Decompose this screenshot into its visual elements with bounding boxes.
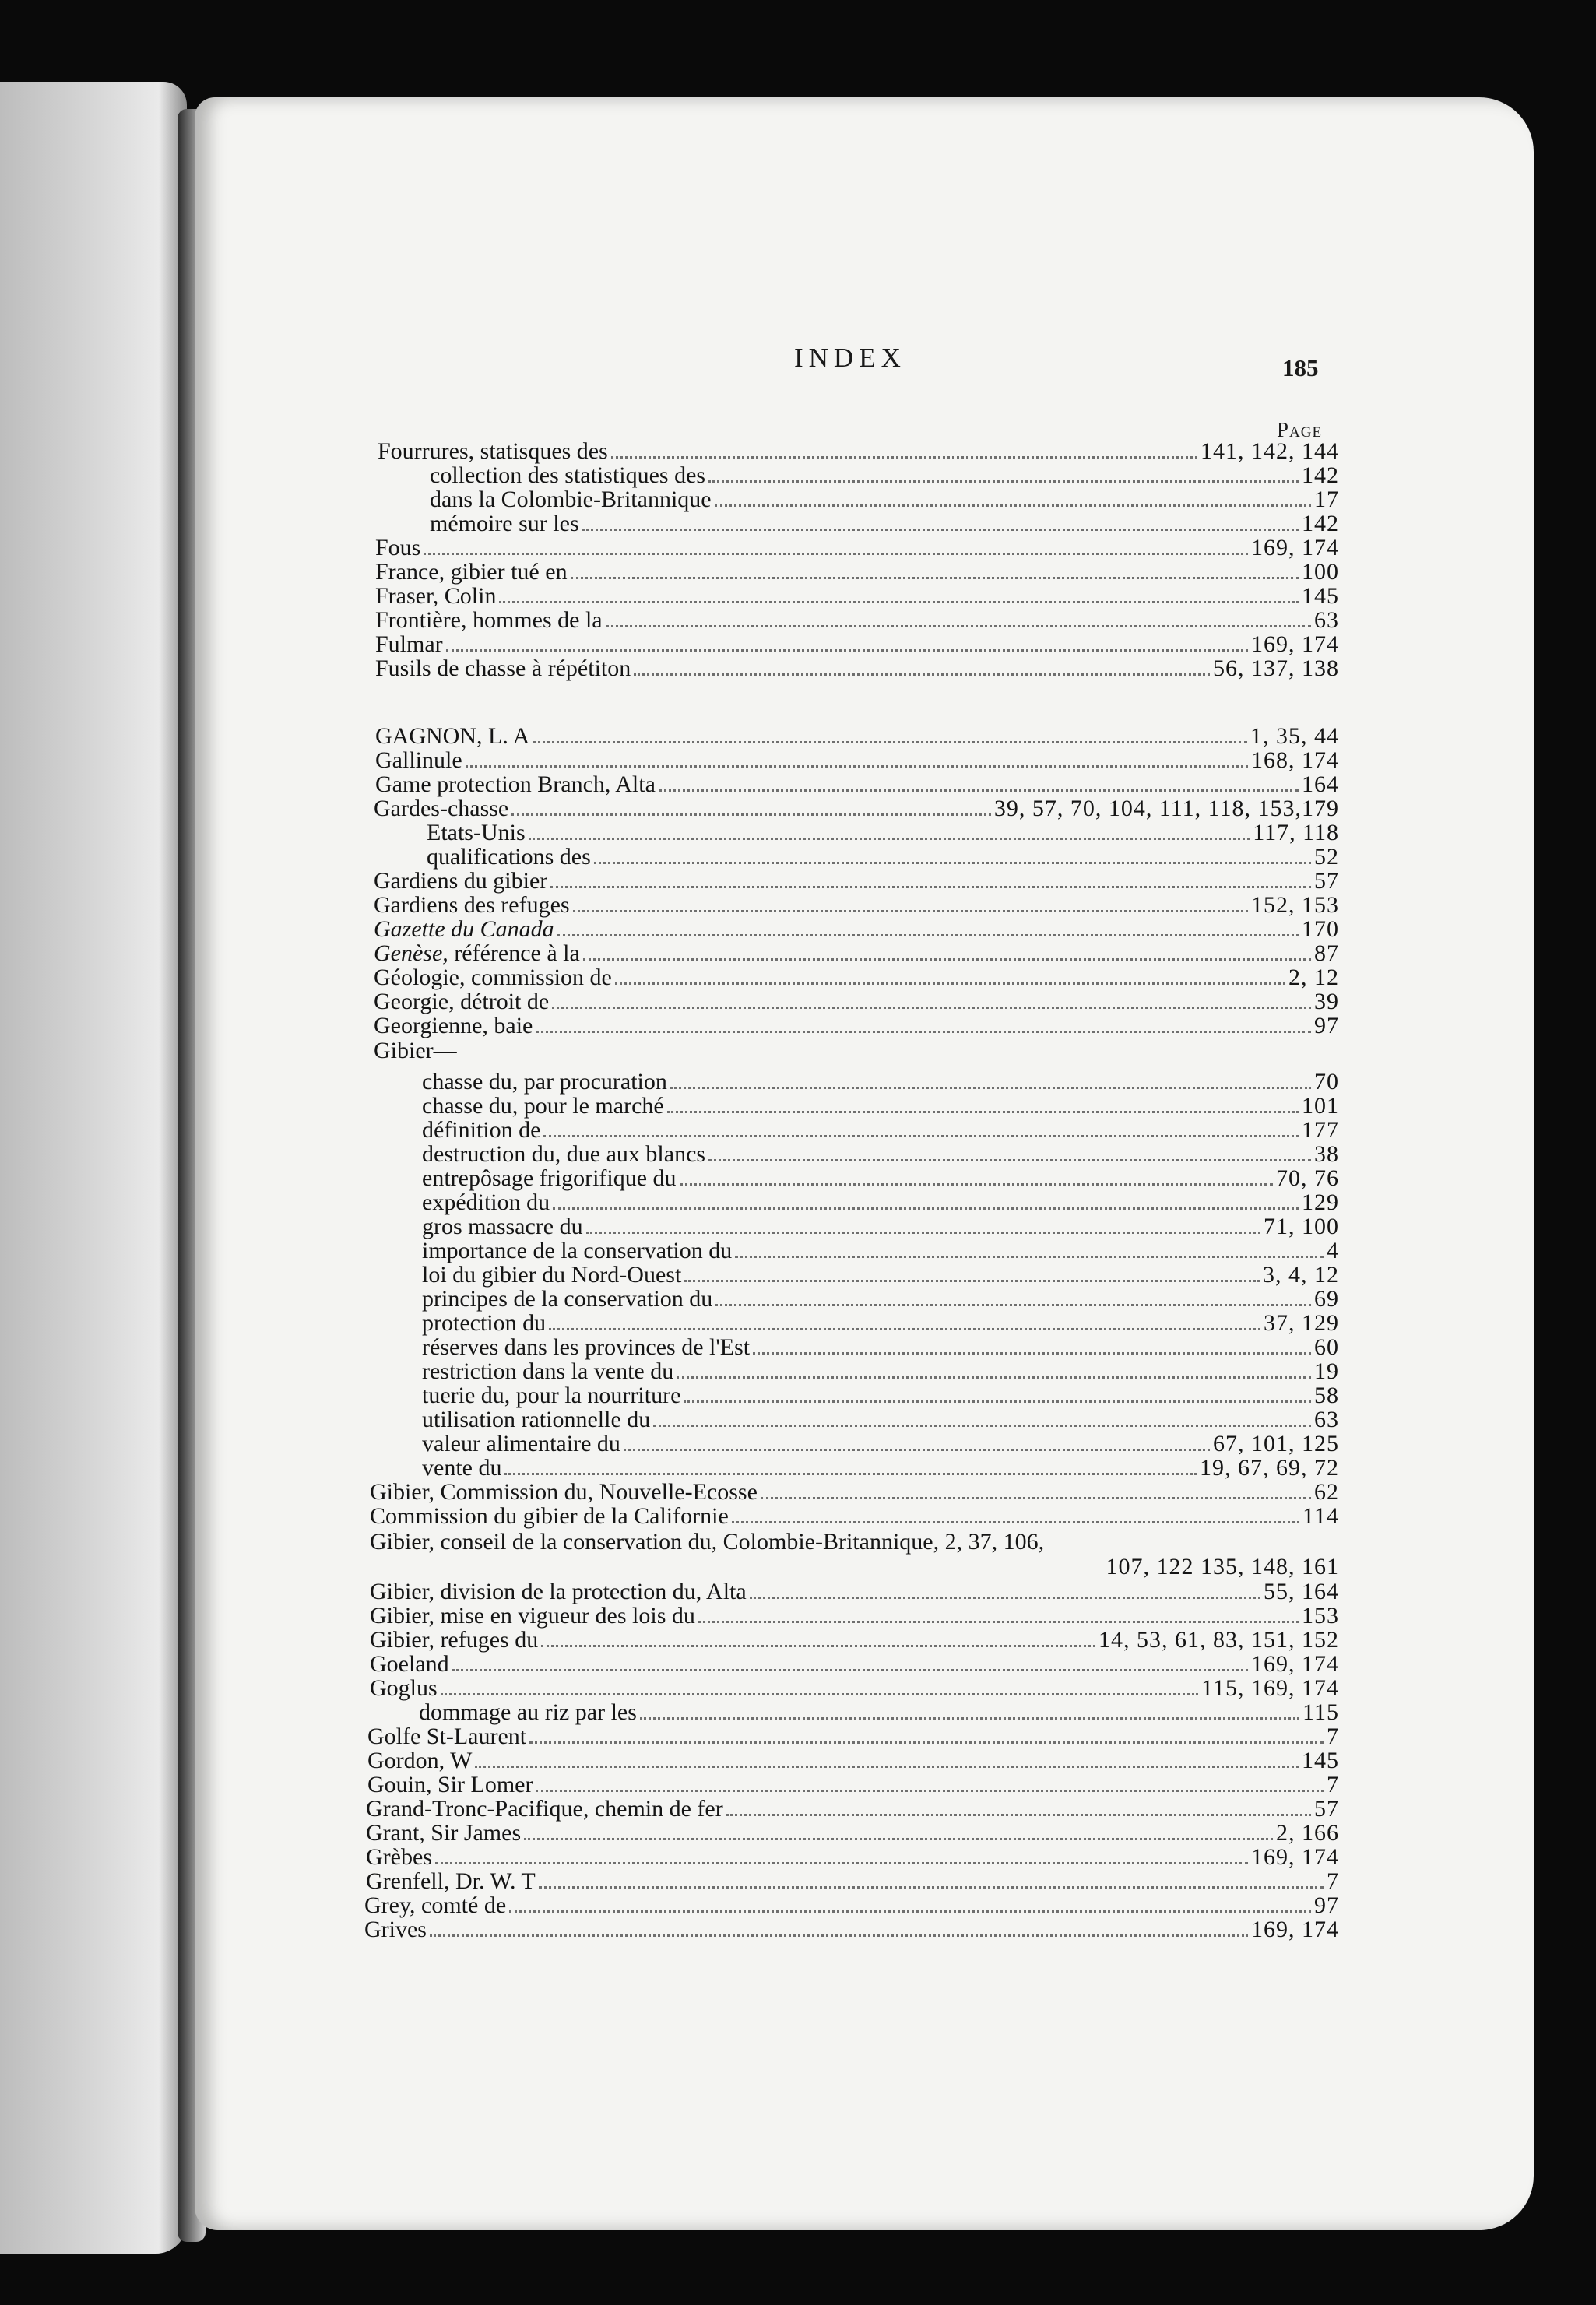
index-entry: Etats-Unis 117, 118 bbox=[427, 820, 1339, 845]
index-entry: Gallinule 168, 174 bbox=[375, 747, 1339, 773]
index-entry: Gibier, conseil de la conservation du, Colombie-Britannique, 2, 37, 106, bbox=[370, 1529, 1045, 1555]
index-entry: Gouin, Sir Lomer 7 bbox=[367, 1772, 1339, 1797]
index-entry: dans la Colombie-Britannique 17 bbox=[430, 487, 1339, 512]
index-entry: Gibier, refuges du 14, 53, 61, 83, 151, 152 bbox=[370, 1627, 1339, 1653]
index-entry: Georgie, détroit de 39 bbox=[374, 989, 1339, 1014]
page-column-label: Page bbox=[1277, 418, 1323, 441]
index-entry: Goeland 169, 174 bbox=[370, 1651, 1339, 1677]
index-entry: Grèbes 169, 174 bbox=[366, 1844, 1339, 1870]
index-entry: réserves dans les provinces de l'Est 60 bbox=[422, 1334, 1339, 1360]
index-entry: Gordon, W 145 bbox=[367, 1748, 1339, 1773]
index-entry: collection des statistiques des 142 bbox=[430, 462, 1339, 488]
index-entry: Fulmar 169, 174 bbox=[375, 631, 1339, 657]
index-entry: Fous 169, 174 bbox=[375, 535, 1339, 560]
index-entry: Fourrures, statisques des 141, 142, 144 bbox=[378, 438, 1339, 464]
index-entry: Genèse, référence à la 87 bbox=[374, 940, 1339, 966]
index-entry: Georgienne, baie 97 bbox=[374, 1013, 1339, 1038]
index-entry: Gardes-chasse 39, 57, 70, 104, 111, 118, 153,179 bbox=[374, 796, 1339, 821]
index-entry: principes de la conservation du 69 bbox=[422, 1286, 1339, 1312]
index-entry: destruction du, due aux blancs 38 bbox=[422, 1141, 1339, 1167]
index-entry: Grenfell, Dr. W. T 7 bbox=[366, 1868, 1339, 1894]
index-entry: Grand-Tronc-Pacifique, chemin de fer 57 bbox=[366, 1796, 1339, 1822]
index-entry: tuerie du, pour la nourriture 58 bbox=[422, 1383, 1339, 1408]
index-entry: expédition du 129 bbox=[422, 1189, 1339, 1215]
index-entry: Géologie, commission de 2, 12 bbox=[374, 965, 1339, 990]
index-entry: importance de la conservation du 4 bbox=[422, 1238, 1339, 1263]
index-entry: Goglus 115, 169, 174 bbox=[370, 1675, 1339, 1701]
index-entry: chasse du, par procuration 70 bbox=[422, 1069, 1339, 1095]
index-entry: Grant, Sir James 2, 166 bbox=[366, 1820, 1339, 1846]
index-entry: valeur alimentaire du 67, 101, 125 bbox=[422, 1431, 1339, 1456]
index-entry: Game protection Branch, Alta 164 bbox=[375, 771, 1339, 797]
index-entry: loi du gibier du Nord-Ouest 3, 4, 12 bbox=[422, 1262, 1339, 1288]
index-entry: qualifications des 52 bbox=[427, 844, 1339, 870]
index-entry: utilisation rationnelle du 63 bbox=[422, 1407, 1339, 1432]
index-entry: entrepôsage frigorifique du 70, 76 bbox=[422, 1165, 1339, 1191]
index-entry: restriction dans la vente du 19 bbox=[422, 1358, 1339, 1384]
index-entry: gros massacre du 71, 100 bbox=[422, 1214, 1339, 1239]
index-entry: Frontière, hommes de la 63 bbox=[375, 607, 1339, 633]
index-entry: Grives 169, 174 bbox=[364, 1917, 1339, 1942]
index-entry: Gibier, mise en vigueur des lois du 153 bbox=[370, 1603, 1339, 1629]
index-entry: Gardiens des refuges 152, 153 bbox=[374, 892, 1339, 918]
running-head-title: INDEX bbox=[794, 343, 906, 373]
index-entry: France, gibier tué en 100 bbox=[375, 559, 1339, 585]
index-entry: vente du 19, 67, 69, 72 bbox=[422, 1455, 1339, 1481]
page-number: 185 bbox=[1282, 354, 1319, 381]
index-entry: Grey, comté de 97 bbox=[364, 1892, 1339, 1918]
index-entry: Gibier, Commission du, Nouvelle-Ecosse 62 bbox=[370, 1479, 1339, 1505]
index-entry-continuation: 107, 122 135, 148, 161 bbox=[1106, 1554, 1339, 1579]
index-entry: Commission du gibier de la Californie 114 bbox=[370, 1503, 1339, 1529]
index-entry: Gazette du Canada 170 bbox=[374, 916, 1339, 942]
index-entry: définition de 177 bbox=[422, 1117, 1339, 1143]
index-entry: Fraser, Colin 145 bbox=[375, 583, 1339, 609]
index-heading: Gibier— bbox=[374, 1038, 457, 1063]
index-entry: Golfe St-Laurent 7 bbox=[367, 1723, 1339, 1749]
index-entry: mémoire sur les 142 bbox=[430, 511, 1339, 536]
index-entry: chasse du, pour le marché 101 bbox=[422, 1093, 1339, 1119]
index-entry: Gardiens du gibier 57 bbox=[374, 868, 1339, 894]
index-entry: dommage au riz par les 115 bbox=[419, 1699, 1339, 1725]
index-entry: protection du 37, 129 bbox=[422, 1310, 1339, 1336]
index-entry: Gibier, division de la protection du, Alta 55, 164 bbox=[370, 1579, 1339, 1604]
index-entry: Fusils de chasse à répétiton 56, 137, 138 bbox=[375, 655, 1339, 681]
index-entry: GAGNON, L. A 1, 35, 44 bbox=[375, 723, 1339, 749]
